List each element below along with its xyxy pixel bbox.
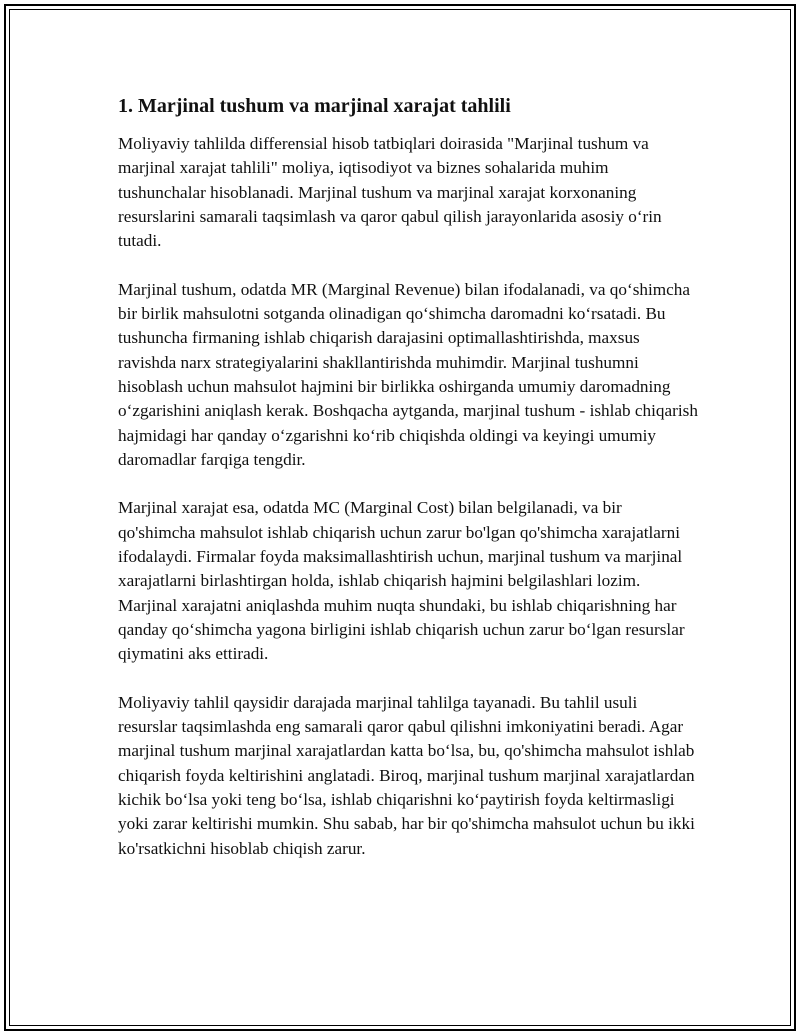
paragraph-2: Marjinal tushum, odatda MR (Marginal Revenue) bilan ifodalanadi, va qo‘shimcha bir birlik mahsulotni sotganda olinadigan qo‘shimcha daromadni ko‘rsatadi. Bu tushuncha firmaning ishlab chiqarish darajasini optimallashtirishda, maxsus ravishda narx strategiyalarini shakllantirishda muhimdir. Marjinal tushumni hisoblash uchun mahsulot hajmini bir birlikka oshirganda umumiy daromadning o‘zgarishini aniqlash kerak. Boshqacha aytganda, marjinal tushum - ishlab chiqarish hajmidagi har qanday o‘zgarishni ko‘rib chiqishda oldingi va keyingi umumiy daromadlar farqiga tengdir. [118,279,698,469]
paragraph-4: Moliyaviy tahlil qaysidir darajada marjinal tahlilga tayanadi. Bu tahlil usuli resurslar taqsimlashda eng samarali qaror qabul qilishni imkoniyatini beradi. Agar marjinal tushum marjinal xarajatlardan katta bo‘lsa, bu, qo'shimcha mahsulot ishlab chiqarish foyda keltirishini anglatadi. Biroq, marjinal tushum marjinal xarajatlardan kichik bo‘lsa yoki teng bo‘lsa, ishlab chiqarishni ko‘paytirish foyda keltirmasligi yoki zarar keltirishi mumkin. Shu sabab, har bir qo'shimcha mahsulot uchun bu ikki ko'rsatkichni hisoblab chiqish zarur. [118,692,695,858]
paragraph-3: Marjinal xarajat esa, odatda MC (Marginal Cost) bilan belgilanadi, va bir qo'shimcha mahsulot ishlab chiqarish uchun zarur bo'lgan qo'shimcha xarajatlarni ifodalaydi. Firmalar foyda maksimallashtirish uchun, marjinal tushum va marjinal xarajatlarni birlashtirgan holda, ishlab chiqarish hajmini belgilashlari lozim. Marjinal xarajatni aniqlashda muhim nuqta shundaki, bu ishlab chiqarishning har qanday qo‘shimcha yagona birligini ishlab chiqarish uchun zarur bo‘lgan resurslar qiymatini aks ettiradi. [118,498,685,664]
document-body [118,92,698,885]
section-heading: 1. Marjinal tushum va marjinal xarajat tahlili [118,95,511,117]
paragraph-1: Moliyaviy tahlilda differensial hisob tatbiqlari doirasida "Marjinal tushum va marjinal xarajat tahlili" moliya, iqtisodiyot va biznes sohalarida muhim tushunchalar hisoblanadi. Marjinal tushum va marjinal xarajat korxonaning resurslarini samarali taqsimlash va qaror qabul qilish jarayonlarida asosiy o‘rin tutadi. [118,134,662,251]
